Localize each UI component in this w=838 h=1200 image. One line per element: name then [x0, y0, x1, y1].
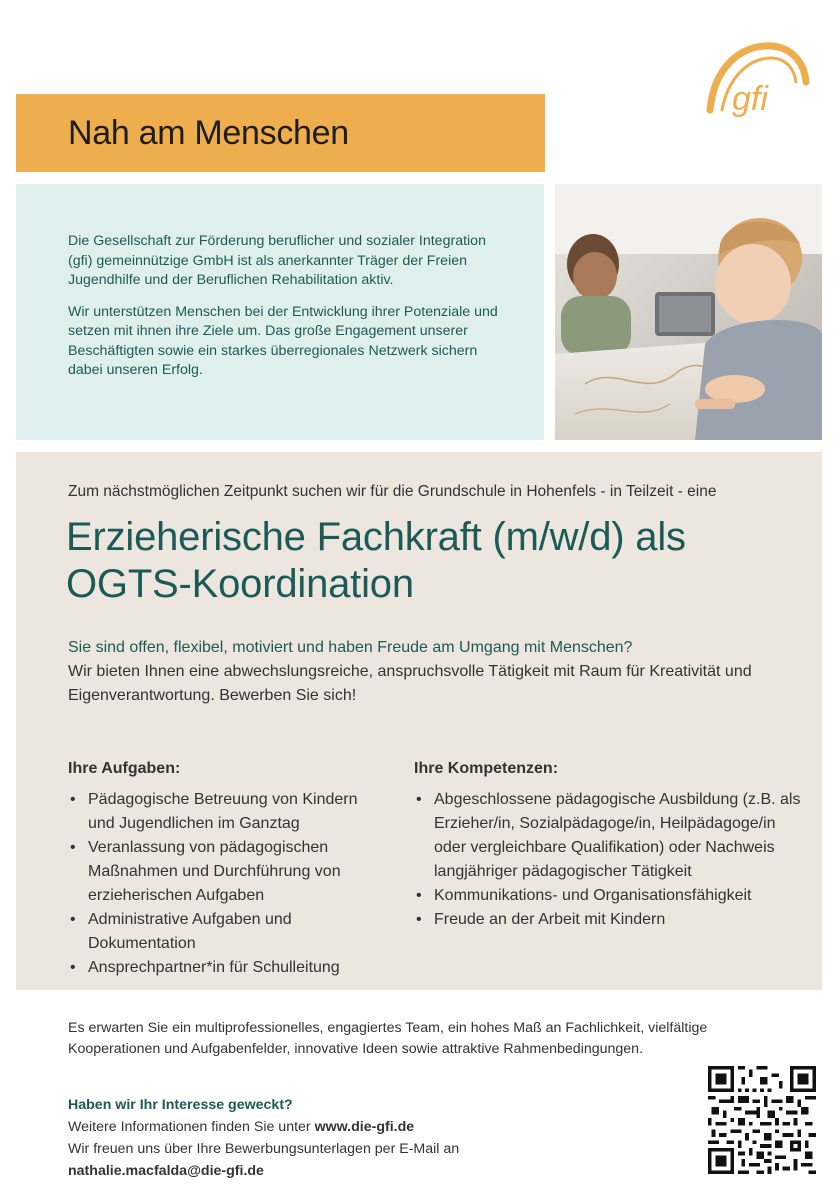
job-offer-section: [16, 452, 822, 990]
contact-headline: Haben wir Ihr Interesse geweckt?: [68, 1097, 293, 1113]
contact-info-prefix: Weitere Informationen finden Sie unter: [68, 1119, 315, 1135]
intro-paragraph-2: Wir unterstützen Menschen bei der Entwicklung ihrer Potenziale und setzen mit ihnen ihre Ziele um. Das große Engagement unserer Beschäftigten sowie ein starkes überregionales Netzwerk sichern dabei unseren Erfolg.: [68, 303, 498, 378]
contact-info-line: [68, 1116, 688, 1138]
lead-text: Zum nächstmöglichen Zeitpunkt suchen wir für die Grundschule in Hohenfels - in Teilzeit - eine: [68, 483, 717, 500]
contact-apply-text: Wir freuen uns über Ihre Bewerbungsunterlagen per E-Mail an: [68, 1141, 460, 1157]
skills-column: [414, 757, 804, 932]
title-banner: [16, 94, 545, 172]
tasks-list: [68, 788, 388, 980]
list-item: • Pädagogische Betreuung von Kindern und Jugendlichen im Ganztag: [68, 788, 388, 836]
logo-text: gfi: [732, 80, 768, 118]
list-item: • Kommunikations- und Organisationsfähigkeit: [414, 884, 804, 908]
intro-paragraph-1: Die Gesellschaft zur Förderung beruflicher und sozialer Integration (gfi) gemeinnützige GmbH ist als anerkannter Träger der Freien Jugendhilfe und der Beruflichen Rehabilitation aktiv.: [68, 233, 486, 288]
claim-pitch: Wir bieten Ihnen eine abwechslungsreiche, anspruchsvolle Tätigkeit mit Raum für Kreativität und Eigenverantwortung. Bewerben Sie sich!: [68, 663, 752, 704]
gfi-logo: [700, 38, 810, 118]
tasks-heading: Ihre Aufgaben:: [68, 760, 181, 777]
children-photo: [555, 184, 822, 440]
skills-heading: Ihre Kompetenzen:: [414, 760, 559, 777]
claim: [68, 636, 768, 708]
list-item: • Abgeschlossene pädagogische Ausbildung (z.B. als Erzieher/in, Sozialpädagoge/in, Heilpädagoge/in oder vergleichbare Qualifikation) oder Nachweis langjähriger pädagogischer Tätigkeit: [414, 788, 804, 884]
list-item: • Veranlassung von pädagogischen Maßnahmen und Durchführung von erzieherischen Aufgaben: [68, 836, 388, 908]
list-item: • Ansprechpartner*in für Schulleitung: [68, 956, 388, 980]
skills-list: [414, 788, 804, 932]
claim-question: Sie sind offen, flexibel, motiviert und haben Freude am Umgang mit Menschen?: [68, 639, 633, 656]
list-item: • Administrative Aufgaben und Dokumentation: [68, 908, 388, 956]
qr-code[interactable]: [708, 1066, 816, 1174]
list-item: • Freude an der Arbeit mit Kindern: [414, 908, 804, 932]
tasks-column: [68, 757, 388, 980]
email-link[interactable]: nathalie.macfalda@die-gfi.de: [68, 1163, 264, 1179]
job-title: Erzieherische Fachkraft (m/w/d) als OGTS-Koordination: [66, 515, 686, 606]
website-link[interactable]: www.die-gfi.de: [314, 1119, 415, 1135]
closing-text: Es erwarten Sie ein multiprofessionelles, engagiertes Team, ein hohes Maß an Fachlichkeit, vielfältige Kooperationen und Aufgabenfelder, innovative Ideen sowie attraktive Rahmenbedingungen.: [68, 1020, 708, 1057]
page-title: Nah am Menschen: [68, 114, 349, 152]
intro-section: [16, 184, 544, 440]
contact-section: [68, 1094, 688, 1182]
